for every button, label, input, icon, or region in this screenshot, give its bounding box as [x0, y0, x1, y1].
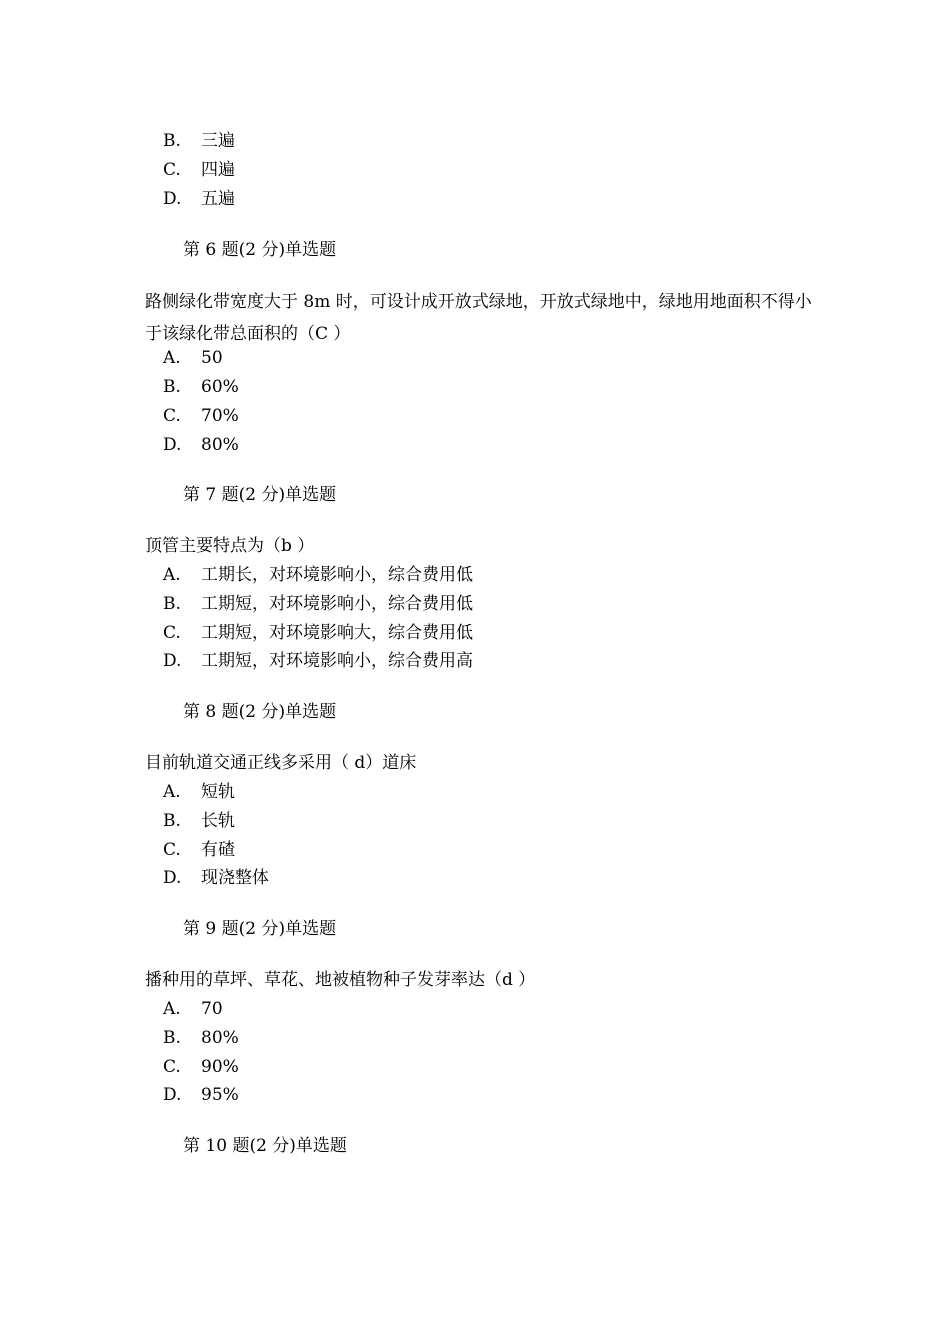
- question-header: 第 10 题(2 分)单选题: [183, 1136, 347, 1156]
- option-d: [163, 187, 235, 211]
- question-header: 第 9 题(2 分)单选题: [183, 919, 337, 939]
- question-header: 第 8 题(2 分)单选题: [183, 702, 337, 722]
- option-b: [163, 592, 473, 616]
- option-c: [163, 404, 239, 428]
- option-text: 60%: [201, 377, 239, 397]
- option-d: [163, 433, 239, 457]
- option-text: 工期短，对环境影响小，综合费用高: [201, 651, 473, 671]
- option-text: 有碴: [201, 840, 235, 860]
- option-d: [163, 649, 473, 673]
- option-letter: C.: [163, 160, 181, 180]
- option-text: 70: [201, 999, 223, 1019]
- option-text: 80%: [201, 435, 239, 455]
- option-letter: C.: [163, 623, 181, 643]
- question-header: 第 6 题(2 分)单选题: [183, 240, 337, 260]
- option-text: 90%: [201, 1057, 239, 1077]
- question-stem: 路侧绿化带宽度大于 8m 时，可设计成开放式绿地，开放式绿地中，绿地用地面积不得小于该绿化带总面积的（C ）: [145, 292, 812, 344]
- option-letter: B.: [163, 377, 181, 397]
- option-letter: B.: [163, 1028, 181, 1048]
- option-text: 现浇整体: [201, 868, 269, 888]
- option-b: [163, 375, 239, 399]
- option-text: 长轨: [201, 811, 235, 831]
- option-text: 短轨: [201, 782, 235, 802]
- option-text: 五遍: [201, 189, 235, 209]
- option-b: [163, 129, 235, 153]
- option-letter: A.: [163, 782, 181, 802]
- option-c: [163, 158, 235, 182]
- option-letter: D.: [163, 435, 182, 455]
- option-text: 80%: [201, 1028, 239, 1048]
- option-c: [163, 621, 473, 645]
- option-text: 95%: [201, 1085, 239, 1105]
- option-a: [163, 563, 473, 587]
- option-b: [163, 809, 235, 833]
- option-letter: B.: [163, 811, 181, 831]
- option-text: 四遍: [201, 160, 235, 180]
- option-text: 70%: [201, 406, 239, 426]
- option-letter: D.: [163, 651, 182, 671]
- option-letter: A.: [163, 348, 181, 368]
- option-a: [163, 346, 223, 370]
- option-letter: C.: [163, 1057, 181, 1077]
- option-letter: A.: [163, 999, 181, 1019]
- option-a: [163, 997, 223, 1021]
- option-letter: D.: [163, 189, 182, 209]
- option-d: [163, 866, 269, 890]
- question-stem: 目前轨道交通正线多采用（ d）道床: [145, 753, 417, 773]
- option-c: [163, 838, 235, 862]
- option-letter: C.: [163, 406, 181, 426]
- question-stem: 播种用的草坪、草花、地被植物种子发芽率达（d ）: [145, 970, 536, 990]
- option-c: [163, 1055, 239, 1079]
- question-stem: 顶管主要特点为（b ）: [145, 536, 315, 556]
- option-letter: C.: [163, 840, 181, 860]
- option-text: 工期长，对环境影响小，综合费用低: [201, 565, 473, 585]
- option-letter: D.: [163, 868, 182, 888]
- option-letter: D.: [163, 1085, 182, 1105]
- option-text: 三遍: [201, 131, 235, 151]
- option-letter: B.: [163, 131, 181, 151]
- option-b: [163, 1026, 239, 1050]
- question-header: 第 7 题(2 分)单选题: [183, 485, 337, 505]
- option-letter: B.: [163, 594, 181, 614]
- option-text: 工期短，对环境影响小，综合费用低: [201, 594, 473, 614]
- option-a: [163, 780, 235, 804]
- option-text: 50: [201, 348, 223, 368]
- option-text: 工期短，对环境影响大，综合费用低: [201, 623, 473, 643]
- option-d: [163, 1083, 239, 1107]
- option-letter: A.: [163, 565, 181, 585]
